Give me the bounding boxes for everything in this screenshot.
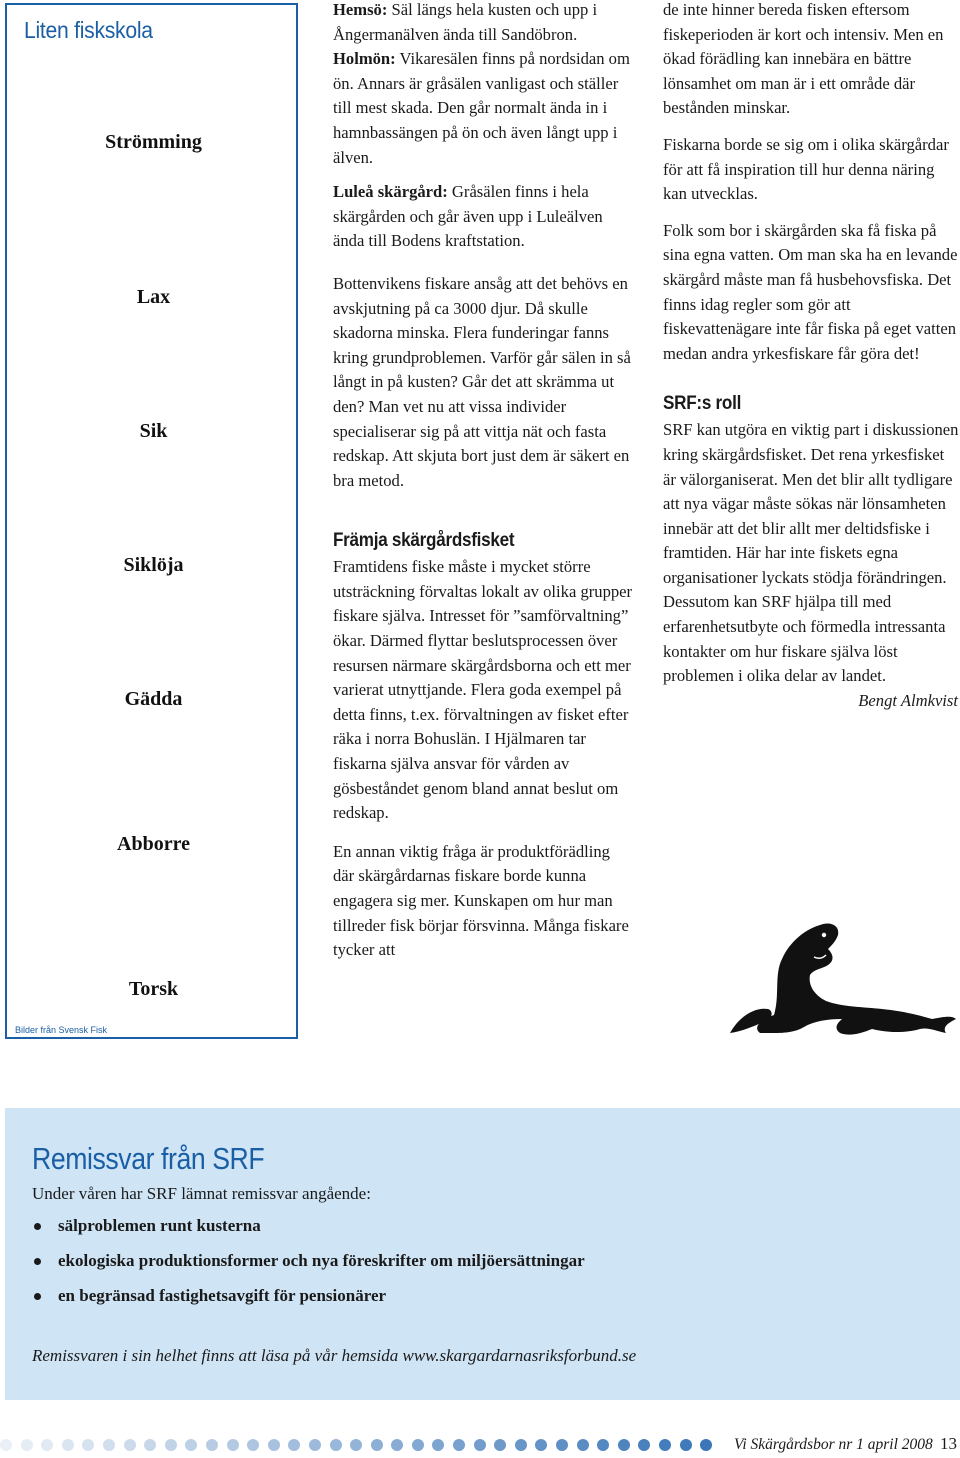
footer-dot bbox=[41, 1439, 53, 1451]
fish-label-lax: Lax bbox=[136, 286, 171, 308]
paragraph-hemso bbox=[333, 0, 633, 47]
footer-dot bbox=[597, 1439, 609, 1451]
footer-dot bbox=[350, 1439, 362, 1451]
footer-dot bbox=[268, 1439, 280, 1451]
label-lulea: Luleå skärgård: bbox=[333, 182, 448, 202]
fish-label-abborre: Abborre bbox=[117, 833, 190, 855]
article-column-1 bbox=[333, 0, 633, 963]
label-holmon: Holmön: bbox=[333, 49, 396, 69]
footer-dot bbox=[432, 1439, 444, 1451]
list-item: sälproblemen runt kusterna bbox=[32, 1216, 585, 1251]
footer-dot bbox=[638, 1439, 650, 1451]
footer-dot bbox=[680, 1439, 692, 1451]
fish-label-sik: Sik bbox=[139, 420, 168, 442]
heading-srf-roll: SRF:s roll bbox=[663, 393, 742, 415]
footer-dot bbox=[371, 1439, 383, 1451]
footer-dot bbox=[62, 1439, 74, 1451]
article-column-2 bbox=[663, 0, 960, 713]
footer-dot bbox=[412, 1439, 424, 1451]
text-lulea: Gråsälen finns i hela skärgården och går även upp i Luleälven ända till Bodens kraftstation. bbox=[333, 182, 603, 251]
footer-dot bbox=[124, 1439, 136, 1451]
paragraph-bottenviken: Bottenvikens fiskare ansåg att det behövs en avskjutning på ca 3000 djur. Då skulle skadorna minska. Flera funderingar fanns kring grundproblemen. Varför går sälen in så långt in på kusten? Går det att skrämma ut den? Man vet nu att vissa individer specialiserar sig på att vittja nät och fasta redskap. Att skjuta bort just dem är säkert en bra metod. bbox=[333, 273, 631, 490]
paragraph-lulea bbox=[333, 180, 633, 254]
seal-illustration bbox=[722, 915, 958, 1040]
footer-dot bbox=[185, 1439, 197, 1451]
label-hemso: Hemsö: bbox=[333, 0, 388, 19]
box-title: Remissvar från SRF bbox=[32, 1141, 265, 1176]
footer-dot-row bbox=[0, 1439, 730, 1451]
footer-dot bbox=[82, 1439, 94, 1451]
paragraph-holmon bbox=[333, 47, 633, 170]
paragraph-continued: de inte hinner bereda fisken eftersom fiskeperioden är kort och intensiv. Men en ökad förädling kan innebära en bättre lönsamhet om man är i ett område där bestånden minskar. bbox=[663, 0, 944, 118]
footer-dot bbox=[144, 1439, 156, 1451]
fish-label-gadda: Gädda bbox=[124, 688, 183, 710]
footer-dot bbox=[474, 1439, 486, 1451]
text-hemso: Säl längs hela kusten och upp i Ångermanälven ända till Sandöbron. bbox=[333, 0, 598, 44]
list-item: ekologiska produktionsformer och nya föreskrifter om miljöersättningar bbox=[32, 1251, 585, 1286]
paragraph-srf: SRF kan utgöra en viktig part i diskussionen kring skärgårdsfisket. Det rena yrkesfisket är välorganiserat. Men det blir allt tydligare att nya vägar måste sökas när lönsamheten innebär att det blir allt mer deltidsfiske i framtiden. Här har inte fiskets egna organisationer lyckats stödja förändringen. Dessutom kan SRF hjälpa till med erfarenhetsutbyte och förmedla intressanta kontakter om hur fiskare själva löst problemen i olika delar av landet. bbox=[663, 420, 959, 686]
paragraph-framtidens: Framtidens fiske måste i mycket större utsträckning förvaltas lokalt av olika grupper fiskare själva. Intresset för ”samförvaltning” ökar. Därmed flyttar beslutsprocessen över resursen närmare skärgårdsborna och ett mer varierat utnyttjande. Flera goda exempel på detta finns, t.ex. förvaltningen av fisket efter räka i norra Bohuslän. I Hjälmaren tar fiskarna själva ansvar för vården av gösbeståndet genom bland annat beslut om redskap. bbox=[333, 557, 633, 823]
fish-label-siklojа: Siklöja bbox=[123, 554, 184, 576]
footer-dot bbox=[618, 1439, 630, 1451]
paragraph-folk: Folk som bor i skärgården ska få fiska på sina egna vatten. Om man ska ha en levande skärgård måste man få husbehovsfiska. Det finns idag regler som gör att fiskevattenägare inte får fiska på eget vatten medan andra yrkesfiskare får göra det! bbox=[663, 220, 958, 363]
page-number: 13 bbox=[940, 1434, 957, 1453]
footer-dot bbox=[206, 1439, 218, 1451]
list-item: en begränsad fastighetsavgift för pensionärer bbox=[32, 1286, 585, 1321]
footer-dot bbox=[515, 1439, 527, 1451]
footer-dot bbox=[0, 1439, 12, 1451]
fish-label-torsk: Torsk bbox=[128, 978, 179, 1000]
remissvar-list bbox=[32, 1216, 585, 1321]
image-credit: Bilder från Svensk Fisk bbox=[15, 1025, 108, 1035]
footer-dot bbox=[453, 1439, 465, 1451]
publication-footer: Vi Skärgårdsbor nr 1 april 2008 bbox=[734, 1436, 933, 1453]
box-intro: Under våren har SRF lämnat remissvar angående: bbox=[32, 1184, 371, 1203]
author-signature: Bengt Almkvist bbox=[858, 690, 958, 710]
sidebar-title: Liten fiskskola bbox=[24, 17, 153, 43]
fish-label-stromming: Strömming bbox=[105, 131, 202, 153]
footer-dot bbox=[700, 1439, 712, 1451]
footer-dot bbox=[556, 1439, 568, 1451]
footer-dot bbox=[577, 1439, 589, 1451]
footer-dot bbox=[494, 1439, 506, 1451]
paragraph-fiskarna: Fiskarna borde se sig om i olika skärgårdar för att få inspiration till hur denna näring kan utvecklas. bbox=[663, 134, 949, 204]
paragraph-annan: En annan viktig fråga är produktförädling där skärgårdarnas fiskare borde kunna engagera sig mer. Kunskapen om hur man tillreder fisk börjar försvinna. Många fiskare tycker att bbox=[333, 841, 629, 960]
heading-framja: Främja skärgårdsfisket bbox=[333, 530, 515, 552]
footer-dot bbox=[21, 1439, 33, 1451]
footer-dot bbox=[391, 1439, 403, 1451]
footer-dot bbox=[165, 1439, 177, 1451]
box-footer-note: Remissvaren i sin helhet finns att läsa på vår hemsida www.skargardarnasriksforbund.se bbox=[32, 1346, 637, 1365]
fish-school-sidebar bbox=[5, 3, 298, 1039]
footer-dot bbox=[330, 1439, 342, 1451]
footer-dot bbox=[288, 1439, 300, 1451]
text-holmon: Vikaresälen finns på nordsidan om ön. Annars är gråsälen vanligast och ställer till mest skada. Den går normalt ända in i hamnbassängen på ön och även långt upp i älven. bbox=[333, 49, 630, 167]
footer-dot bbox=[309, 1439, 321, 1451]
footer-dot bbox=[247, 1439, 259, 1451]
footer-dot bbox=[103, 1439, 115, 1451]
footer-dot bbox=[535, 1439, 547, 1451]
remissvar-box bbox=[5, 1108, 960, 1400]
footer-dot bbox=[227, 1439, 239, 1451]
footer-dot bbox=[659, 1439, 671, 1451]
